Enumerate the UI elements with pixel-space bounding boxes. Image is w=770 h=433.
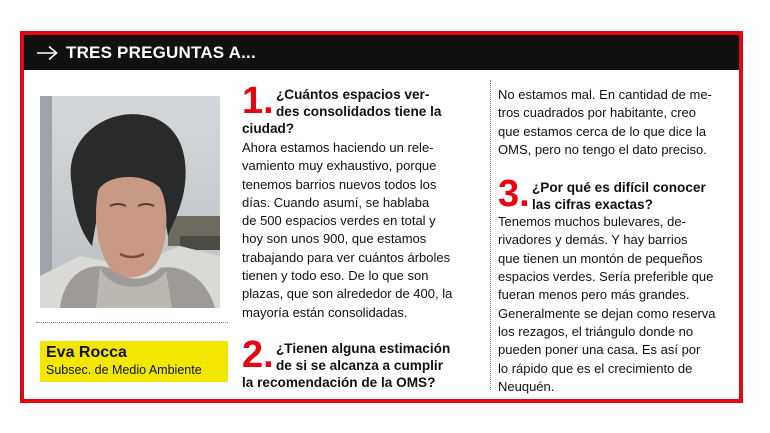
- answer-line: espacios verdes. Sería preferible que: [498, 269, 714, 285]
- answer-line: trabajando para ver cuántos árboles: [242, 249, 451, 265]
- answer-line: pueden poner una casa. Es así por: [498, 342, 701, 358]
- person-role: Subsec. de Medio Ambiente: [46, 363, 202, 377]
- answer-line: que estamos cerca de lo que dice la: [498, 123, 707, 139]
- answer-line: lo rápido que es el crecimiento de: [498, 360, 693, 376]
- question-line: des consolidados tiene la: [276, 104, 442, 119]
- answer-line: hoy son unos 900, que estamos: [242, 231, 427, 247]
- answer-line: No estamos mal. En cantidad de me-: [498, 87, 712, 102]
- question-2: [242, 333, 482, 391]
- answer-line: de 500 espacios verdes en total y: [242, 213, 436, 229]
- question-line: ¿Cuántos espacios ver-: [276, 87, 430, 102]
- right-arrow-icon: [36, 45, 58, 61]
- answer-2: [498, 86, 736, 159]
- question-number: 3.: [498, 173, 530, 216]
- section-header: [20, 31, 743, 70]
- portrait-photo: [40, 96, 220, 308]
- question-line: de si se alcanza a cumplir: [276, 357, 443, 373]
- answer-line: fueran menos pero más grandes.: [498, 287, 690, 303]
- question-line: las cifras exactas?: [532, 197, 653, 213]
- column-divider: [490, 80, 491, 390]
- answer-line: Generalmente se dejan como reserva: [498, 305, 716, 321]
- answer-line: plazas, que son alrededor de 400, la: [242, 286, 453, 302]
- question-line: la recomendación de la OMS?: [242, 374, 436, 390]
- answer-3: [498, 213, 736, 396]
- answer-line: Tenemos muchos bulevares, de-: [498, 214, 686, 230]
- answer-1: [242, 139, 482, 322]
- answer-line: tienen y todo eso. De lo que son: [242, 268, 429, 284]
- question-number: 2.: [242, 333, 274, 376]
- answer-line: los rezagos, el triángulo donde no: [498, 323, 694, 339]
- answer-line: rivadores y demás. Y hay barrios: [498, 232, 688, 248]
- person-name: Eva Rocca: [46, 344, 127, 361]
- answer-line: vamiento muy exhaustivo, porque: [242, 158, 437, 174]
- answer-line: OMS, pero no tengo el dato preciso.: [498, 141, 707, 157]
- question-number: 1.: [242, 80, 274, 122]
- answer-line: Ahora estamos haciendo un rele-: [242, 140, 434, 155]
- answer-line: que tienen un montón de pequeños: [498, 250, 703, 266]
- question-3: [498, 173, 736, 216]
- column-1: [242, 80, 482, 391]
- answer-line: tenemos barrios nuevos todos los: [242, 176, 437, 192]
- answer-line: mayoría están consolidadas.: [242, 304, 408, 320]
- name-caption: [40, 341, 228, 382]
- answer-line: tros cuadrados por habitante, creo: [498, 105, 697, 121]
- question-line: ciudad?: [242, 121, 295, 136]
- question-line: ¿Por qué es difícil conocer: [532, 180, 706, 196]
- section-title: TRES PREGUNTAS A...: [66, 42, 256, 62]
- photo-divider: [36, 322, 228, 323]
- column-2: [498, 86, 736, 396]
- answer-line: días. Cuando asumí, se hablaba: [242, 194, 430, 210]
- question-line: ¿Tienen alguna estimación: [276, 340, 451, 356]
- answer-line: Neuquén.: [498, 378, 555, 394]
- question-1: [242, 80, 482, 137]
